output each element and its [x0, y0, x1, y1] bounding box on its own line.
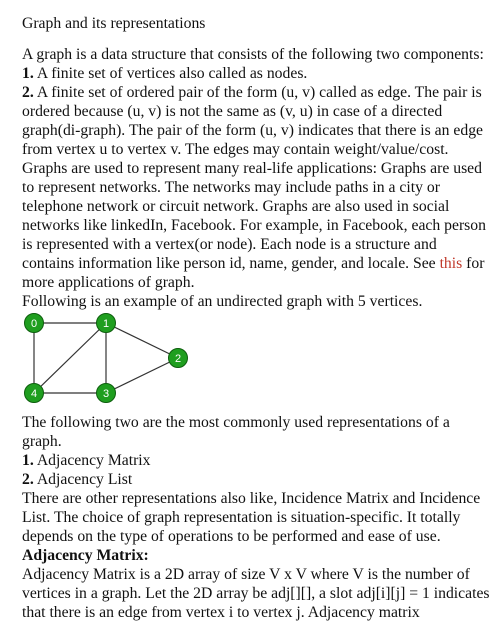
representations-intro: The following two are the most commonly used representations of a graph. [22, 414, 450, 450]
representation-item-1 [22, 451, 490, 470]
adjacency-matrix-heading: Adjacency Matrix: [22, 547, 149, 564]
node-3 [97, 384, 116, 403]
node-label: 0 [30, 318, 38, 330]
item-number: 2. [22, 471, 34, 488]
item-text: Adjacency Matrix [33, 452, 151, 469]
node-1 [97, 314, 116, 333]
component-item-2 [22, 83, 490, 159]
applications-text: Graphs are used to represent many real-life applications: Graphs are used to represent networks. The networks may include paths in a city or telephone network or circuit network. Graphs are also used in social networks like linkedIn, Facebook. For example, in Facebook, each person is represented with a vertex(or node). Each node is a structure and contains information like person id, name, gender, and locale. See [22, 160, 486, 272]
item-text: A finite set of ordered pair of the form (u, v) called as edge. The pair is ordered because (u, v) is not the same as (v, u) in case of a directed graph(di-graph). The pair of the form (u, v) indicates that there is an edge from vertex u to vertex v. The edges may contain weight/value/cost. [22, 84, 484, 158]
item-number: 2. [22, 84, 34, 101]
node-0 [25, 314, 44, 333]
edge-2-3 [106, 358, 178, 393]
item-text: Adjacency List [33, 471, 133, 488]
graph-diagram [20, 313, 220, 409]
other-representations-paragraph: There are other representations also like, Incidence Matrix and Incidence List. The choice of graph representation is situation-specific. It totally depends on the type of operations to be performed and ease of use. [22, 490, 481, 545]
applications-link[interactable]: this [439, 255, 463, 272]
node-label: 3 [102, 388, 110, 400]
node-label: 1 [102, 318, 110, 330]
item-text: A finite set of vertices also called as nodes. [33, 65, 308, 82]
example-line: Following is an example of an undirected graph with 5 vertices. [22, 293, 423, 310]
edge-1-2 [106, 323, 178, 358]
page-title: Graph and its representations [22, 15, 206, 32]
component-item-1 [22, 64, 490, 83]
item-number: 1. [22, 65, 34, 82]
intro-paragraph: A graph is a data structure that consists of the following two components: [22, 46, 484, 63]
document [22, 14, 490, 622]
edge-1-4 [34, 323, 106, 393]
applications-text-end: for more applications of graph. [22, 255, 485, 291]
node-2 [169, 349, 188, 368]
applications-paragraph [22, 159, 490, 292]
adjacency-matrix-paragraph: Adjacency Matrix is a 2D array of size V x V where V is the number of vertices in a graph. Let the 2D array be adj[][], a slot adj[i][j] = 1 indicates that there is an edge from vertex i to vertex j. Adjacency matrix [22, 566, 490, 621]
node-4 [25, 384, 44, 403]
node-label: 2 [174, 353, 182, 365]
item-number: 1. [22, 452, 34, 469]
node-label: 4 [30, 388, 38, 400]
representation-item-2 [22, 470, 490, 489]
